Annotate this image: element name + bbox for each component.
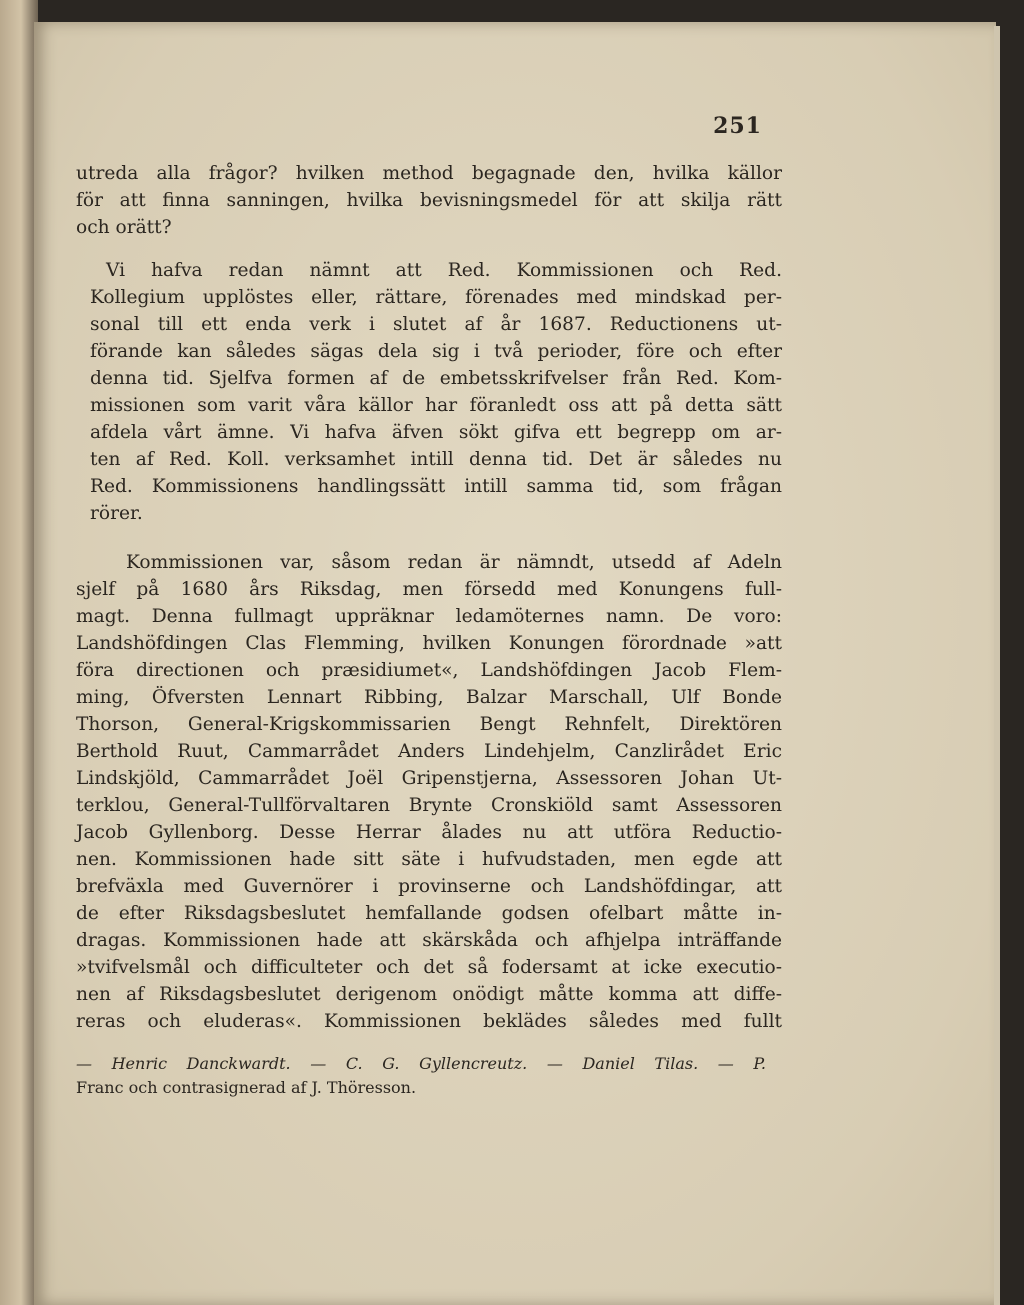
text-line: och orätt?: [76, 217, 172, 238]
text-line: Kommissionen var, såsom redan är nämndt, utsedd af Adeln: [126, 552, 782, 573]
page-number: 251: [713, 113, 762, 139]
text-line: Vi hafva redan nämnt att Red. Kommissionen och Red.: [106, 260, 782, 281]
text-line: ming, Öfversten Lennart Ribbing, Balzar Marschall, Ulf Bonde: [76, 687, 782, 708]
text-line: Landshöfdingen Clas Flemming, hvilken Konungen förordnade »att: [76, 633, 782, 654]
text-line: Jacob Gyllenborg. Desse Herrar ålades nu att utföra Reductio-: [76, 822, 782, 843]
footnote-line: Franc och contrasignerad af J. Thöresson.: [76, 1078, 417, 1097]
text-line: utreda alla frågor? hvilken method begagnade den, hvilka källor: [76, 163, 782, 184]
text-line: Thorson, General-Krigskommissarien Bengt Rehnfelt, Direktören: [76, 714, 782, 735]
text-line: afdela vårt ämne. Vi hafva äfven sökt gifva ett begrepp om ar-: [90, 422, 782, 443]
text-line: nen af Riksdagsbeslutet derigenom onödigt måtte komma att diffe-: [76, 984, 782, 1005]
paragraph-2: [76, 257, 782, 527]
text-line: Kollegium upplöstes eller, rättare, förenades med mindskad per-: [90, 287, 782, 308]
text-line: föra directionen och præsidiumet«, Landshöfdingen Jacob Flem-: [76, 660, 782, 681]
text-line: rörer.: [90, 503, 143, 524]
footnote-line: — Henric Danckwardt. — C. G. Gyllencreutz. — Daniel Tilas. — P.: [76, 1054, 766, 1073]
paragraph-gap: [76, 241, 782, 257]
text-line: terklou, General-Tullförvaltaren Brynte Cronskiöld samt Assessoren: [76, 795, 782, 816]
text-line: denna tid. Sjelfva formen af de embetsskrifvelser från Red. Kom-: [90, 368, 782, 389]
text-line: Lindskjöld, Cammarrådet Joël Gripenstjerna, Assessoren Johan Ut-: [76, 768, 782, 789]
text-line: Berthold Ruut, Cammarrådet Anders Lindehjelm, Canzlirådet Eric: [76, 741, 782, 762]
text-line: sjelf på 1680 års Riksdag, men försedd med Konungens full-: [76, 579, 782, 600]
text-line: förande kan således sägas dela sig i två perioder, före och efter: [90, 341, 782, 362]
text-line: missionen som varit våra källor har föranledt oss att på detta sätt: [90, 395, 782, 416]
paragraph-gap: [76, 527, 782, 549]
text-line: »tvifvelsmål och difficulteter och det så fodersamt at icke executio-: [76, 957, 782, 978]
body-text: [76, 160, 782, 1035]
paragraph-1: [76, 160, 782, 241]
text-line: magt. Denna fullmagt uppräknar ledamöternes namn. De voro:: [76, 606, 782, 627]
text-line: för att finna sanningen, hvilka bevisningsmedel för att skilja rätt: [76, 190, 782, 211]
footnote: [76, 1052, 766, 1100]
text-line: Red. Kommissionens handlingssätt intill samma tid, som frågan: [90, 476, 782, 497]
text-line: dragas. Kommissionen hade att skärskåda och afhjelpa inträffande: [76, 930, 782, 951]
text-line: brefväxla med Guvernörer i provinserne och Landshöfdingar, att: [76, 876, 782, 897]
text-line: sonal till ett enda verk i slutet af år 1687. Reductionens ut-: [90, 314, 782, 335]
facing-page-edge: [0, 0, 38, 1305]
paragraph-3: [76, 549, 782, 1035]
text-line: reras och eluderas«. Kommissionen beklädes således med fullt: [76, 1011, 782, 1032]
page-edge: [994, 26, 1000, 1305]
text-line: nen. Kommissionen hade sitt säte i hufvudstaden, men egde att: [76, 849, 782, 870]
text-line: ten af Red. Koll. verksamhet intill denna tid. Det är således nu: [90, 449, 782, 470]
text-line: de efter Riksdagsbeslutet hemfallande godsen ofelbart måtte in-: [76, 903, 782, 924]
